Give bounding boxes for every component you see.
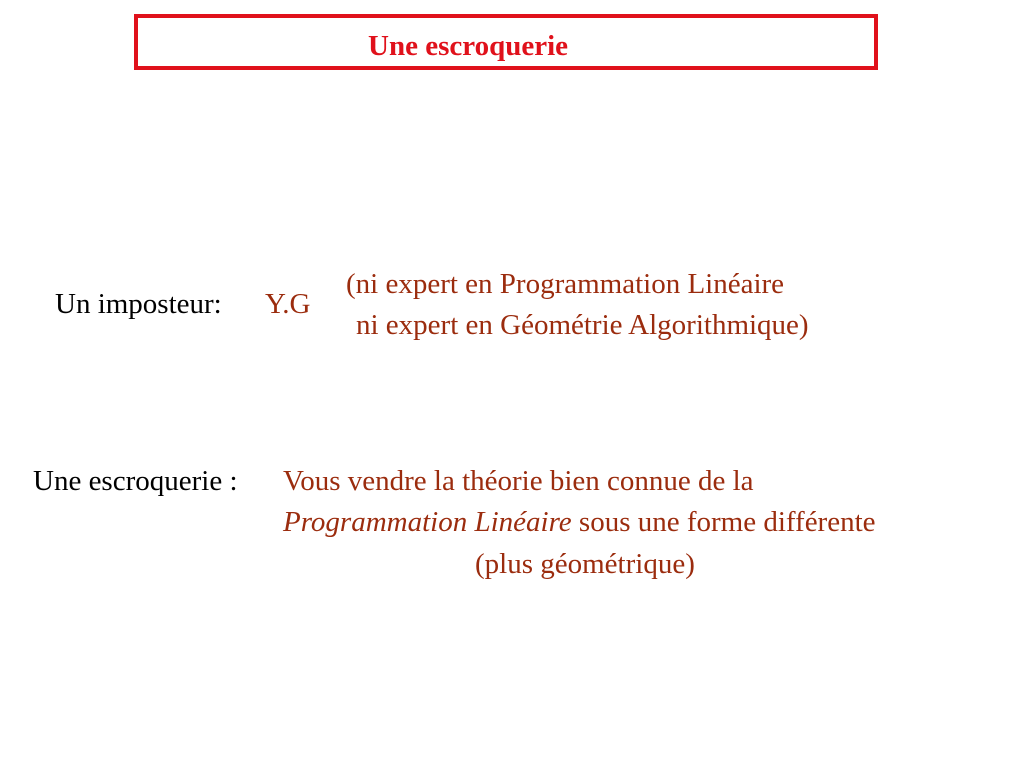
scam-line1: Vous vendre la théorie bien connue de la xyxy=(283,465,754,497)
imposter-note-line1: (ni expert en Programmation Linéaire xyxy=(346,268,785,300)
scam-line2-italic: Programmation Linéaire xyxy=(283,506,572,538)
slide-title: Une escroquerie xyxy=(368,30,568,62)
scam-line2 xyxy=(283,508,876,537)
imposter-label: Un imposteur: xyxy=(55,288,222,320)
title-box xyxy=(134,14,878,70)
scam-label: Une escroquerie : xyxy=(33,465,238,497)
imposter-note-line2: ni expert en Géométrie Algorithmique) xyxy=(356,309,809,341)
scam-line2-rest: sous une forme différente xyxy=(571,506,876,538)
scam-line3: (plus géométrique) xyxy=(475,548,695,580)
imposter-name: Y.G xyxy=(265,288,311,320)
